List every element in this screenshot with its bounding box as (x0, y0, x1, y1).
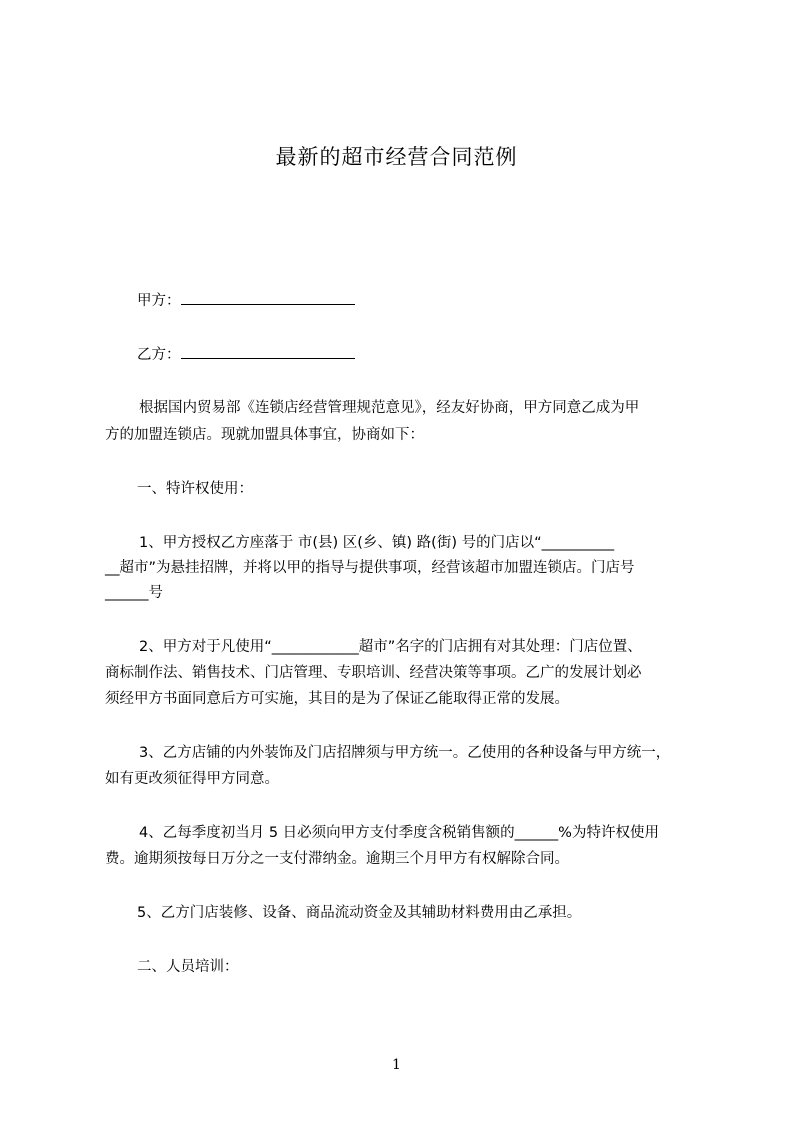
item-3-line-2: 如有更改须征得甲方同意。 (105, 771, 279, 787)
section-2-heading: 二、人员培训： (137, 959, 239, 975)
intro-line-1: 根据国内贸易部《连锁店经营管理规范意见》，经友好协商，甲方同意乙成为甲 (139, 400, 640, 416)
item-1-line-3: ______号 (105, 585, 163, 601)
item-5-line-1: 5、乙方门店装修、设备、商品流动资金及其辅助材料费用由乙承担。 (137, 905, 582, 921)
party-b-blank (181, 344, 355, 359)
intro-line-2: 方的加盟连锁店。现就加盟具体事宜，协商如下： (105, 427, 424, 443)
party-a-line (137, 290, 737, 311)
party-b-line (137, 344, 737, 365)
item-2-line-2: 商标制作法、销售技术、门店管理、专职培训、经营决策等事项。乙广的发展计划必 (105, 665, 642, 681)
item-2-line-1: 2、甲方对于凡使用“____________超市”名字的门店拥有对其处理：门店位置、 (139, 639, 642, 655)
item-2-line-3: 须经甲方书面同意后方可实施，其目的是为了保证乙能取得正常的发展。 (105, 691, 569, 707)
document-title: 最新的超市经营合同范例 (275, 145, 518, 169)
section-1-heading: 一、特许权使用： (137, 481, 253, 497)
party-b-label: 乙方： (137, 347, 181, 363)
page-number: 1 (392, 1057, 401, 1073)
item-3-line-1: 3、乙方店铺的内外装饰及门店招牌须与甲方统一。乙使用的各种设备与甲方统一， (139, 745, 671, 761)
item-4-line-2: 费。逾期须按每日万分之一支付滞纳金。逾期三个月甲方有权解除合同。 (105, 851, 569, 867)
party-a-blank (181, 290, 355, 305)
item-1-line-1: 1、甲方授权乙方座落于 市(县) 区(乡、镇) 路(街) 号的门店以“__________ (139, 535, 615, 551)
item-1-line-2: __超市”为悬挂招牌，并将以甲的指导与提供事项，经营该超市加盟连锁店。门店号 (105, 560, 635, 576)
item-4-line-1: 4、乙每季度初当月 5 日必须向甲方支付季度含税销售额的______%为特许权使用 (139, 825, 659, 841)
party-a-label: 甲方： (137, 293, 181, 309)
